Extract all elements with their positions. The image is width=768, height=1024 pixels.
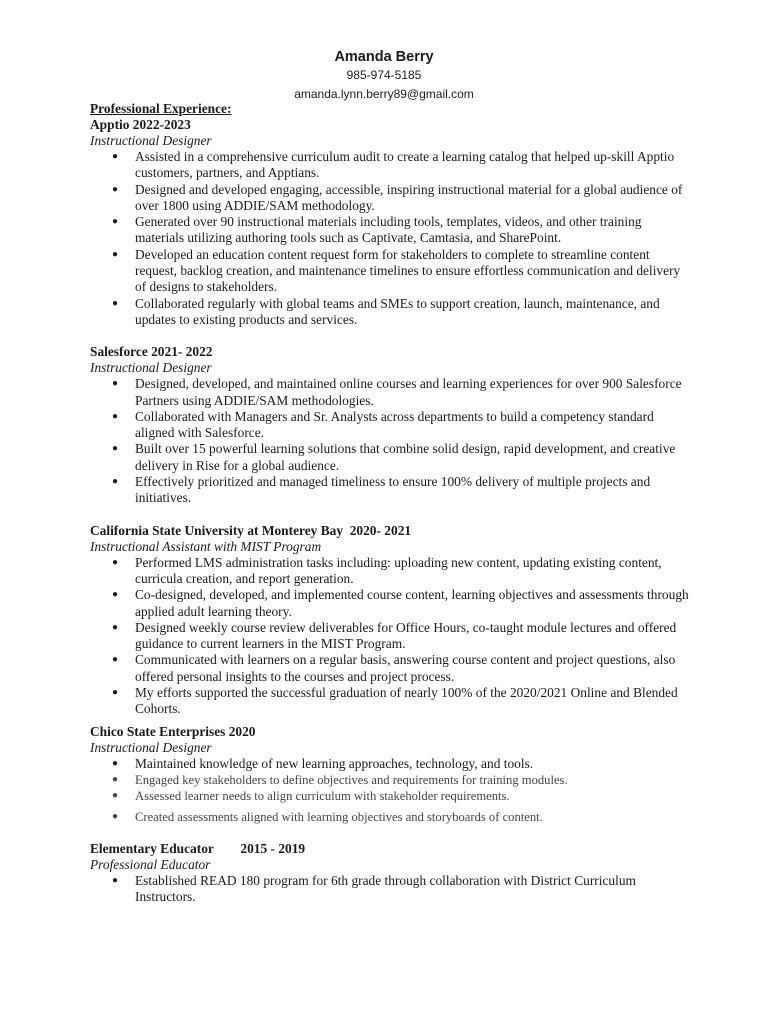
list-item bbox=[90, 772, 690, 788]
bullet-icon: ● bbox=[112, 773, 119, 785]
bullet-text: Collaborated with Managers and Sr. Analysts across departments to build a competency standard aligned with Salesforce. bbox=[135, 408, 654, 441]
list-item bbox=[90, 441, 690, 474]
job-employer: California State University at Monterey Bay 2020- 2021 bbox=[90, 522, 412, 538]
bullet-text: Established READ 180 program for 6th grade through collaboration with District Curriculum Instructors. bbox=[135, 872, 636, 905]
list-item bbox=[90, 409, 690, 442]
bullet-icon: ● bbox=[112, 810, 119, 822]
list-item bbox=[90, 756, 690, 772]
bullet-text: My efforts supported the successful graduation of nearly 100% of the 2020/2021 Online and Blended Cohorts. bbox=[135, 685, 678, 717]
resume-body bbox=[90, 101, 690, 905]
bullet-icon: ● bbox=[112, 151, 119, 162]
bullet-icon: ● bbox=[112, 248, 119, 260]
bullet-icon: ● bbox=[112, 378, 119, 390]
list-item bbox=[90, 555, 690, 588]
bullet-text: Developed an education content request form for stakeholders to complete to streamline content request, backlog creation, and maintenance timelines to ensure effortless communication and delivery of designs to stakeholders. bbox=[135, 246, 681, 295]
list-item bbox=[90, 214, 690, 247]
bullet-text: Designed and developed engaging, accessible, inspiring instructional material for a global audience of over 1800 using ADDIE/SAM methodology. bbox=[135, 181, 683, 213]
job-employer: Apptio 2022-2023 bbox=[90, 117, 191, 132]
bullet-icon: ● bbox=[112, 297, 119, 309]
job-entry bbox=[90, 117, 690, 328]
list-item bbox=[90, 620, 690, 653]
list-item bbox=[90, 247, 690, 296]
job-role: Instructional Designer bbox=[90, 739, 212, 755]
job-bullet-list bbox=[90, 555, 690, 718]
job-role: Instructional Designer bbox=[90, 360, 212, 376]
job-employer: Chico State Enterprises 2020 bbox=[90, 723, 256, 739]
bullet-text: Generated over 90 instructional materials including tools, templates, videos, and other training materials utilizing authoring tools such as Captivate, Camtasia, and SharePoint. bbox=[135, 214, 642, 246]
list-item bbox=[90, 652, 690, 685]
bullet-icon: ● bbox=[112, 589, 119, 601]
job-role: Instructional Designer bbox=[90, 133, 212, 148]
bullet-text: Communicated with learners on a regular basis, answering course content and project questions, also offered personal insights to the courses and project process. bbox=[135, 652, 676, 684]
bullet-text: Performed LMS administration tasks including: uploading new content, updating existing content, curricula creation, and report generation. bbox=[135, 554, 662, 586]
list-item bbox=[90, 685, 690, 718]
bullet-icon: ● bbox=[112, 556, 119, 568]
bullet-text: Designed weekly course review deliverables for Office Hours, co-taught module lectures and offered guidance to current learners in the MIST Program. bbox=[135, 619, 677, 652]
job-role: Instructional Assistant with MIST Program bbox=[90, 538, 322, 554]
bullet-text: Effectively prioritized and managed timeliness to ensure 100% delivery of multiple projects and initiatives. bbox=[135, 474, 651, 506]
phone-number: 985-974-5185 bbox=[346, 68, 422, 82]
list-item bbox=[90, 296, 690, 329]
bullet-icon: ● bbox=[112, 443, 119, 455]
bullet-text: Collaborated regularly with global teams and SMEs to support creation, launch, maintenance, and updates to existing products and services. bbox=[135, 295, 660, 327]
job-employer: Salesforce 2021- 2022 bbox=[90, 344, 213, 360]
bullet-icon: ● bbox=[112, 476, 119, 488]
bullet-icon: ● bbox=[112, 654, 119, 666]
job-bullet-list bbox=[90, 376, 690, 506]
job-bullet-list bbox=[90, 756, 690, 825]
list-item bbox=[90, 149, 690, 182]
job-employer: Elementary Educator 2015 - 2019 bbox=[90, 840, 306, 856]
bullet-icon: ● bbox=[112, 216, 119, 228]
bullet-text: Assisted in a comprehensive curriculum audit to create a learning catalog that helped up-skill Apptio customers, partners, and Apptians. bbox=[135, 149, 675, 181]
job-entry bbox=[90, 724, 690, 825]
bullet-icon: ● bbox=[112, 410, 119, 422]
list-item bbox=[90, 809, 690, 825]
bullet-text: Co-designed, developed, and implemented course content, learning objectives and assessments through applied adult learning theory. bbox=[135, 587, 689, 619]
job-entry bbox=[90, 344, 690, 506]
bullet-icon: ● bbox=[112, 183, 119, 195]
bullet-text: Assessed learner needs to align curriculum with stakeholder requirements. bbox=[135, 789, 510, 804]
job-entry bbox=[90, 523, 690, 718]
list-item bbox=[90, 474, 690, 507]
list-item bbox=[90, 376, 690, 409]
bullet-text: Created assessments aligned with learning objectives and storyboards of content. bbox=[135, 809, 543, 824]
job-entry bbox=[90, 841, 690, 906]
email-address: amanda.lynn.berry89@gmail.com bbox=[294, 87, 474, 101]
list-item bbox=[90, 182, 690, 215]
bullet-text: Engaged key stakeholders to define objectives and requirements for training modules. bbox=[135, 772, 568, 787]
section-title-experience: Professional Experience: bbox=[90, 101, 232, 116]
bullet-text: Maintained knowledge of new learning approaches, technology, and tools. bbox=[135, 755, 534, 771]
bullet-text: Built over 15 powerful learning solutions that combine solid design, rapid development, and creative delivery in Rise for a global audience. bbox=[135, 441, 676, 473]
bullet-icon: ● bbox=[112, 687, 119, 699]
bullet-icon: ● bbox=[112, 874, 119, 886]
resume-header bbox=[0, 48, 768, 104]
list-item bbox=[90, 873, 690, 906]
job-bullet-list bbox=[90, 873, 690, 906]
bullet-text: Designed, developed, and maintained online courses and learning experiences for over 900 Salesforce Partners using ADDIE/SAM methodologies. bbox=[135, 376, 682, 408]
candidate-name: Amanda Berry bbox=[334, 49, 434, 65]
bullet-icon: ● bbox=[112, 621, 119, 633]
job-role: Professional Educator bbox=[90, 856, 211, 872]
list-item bbox=[90, 788, 690, 804]
list-item bbox=[90, 587, 690, 620]
job-bullet-list bbox=[90, 149, 690, 328]
bullet-icon: ● bbox=[112, 790, 119, 802]
bullet-icon: ● bbox=[112, 757, 119, 769]
